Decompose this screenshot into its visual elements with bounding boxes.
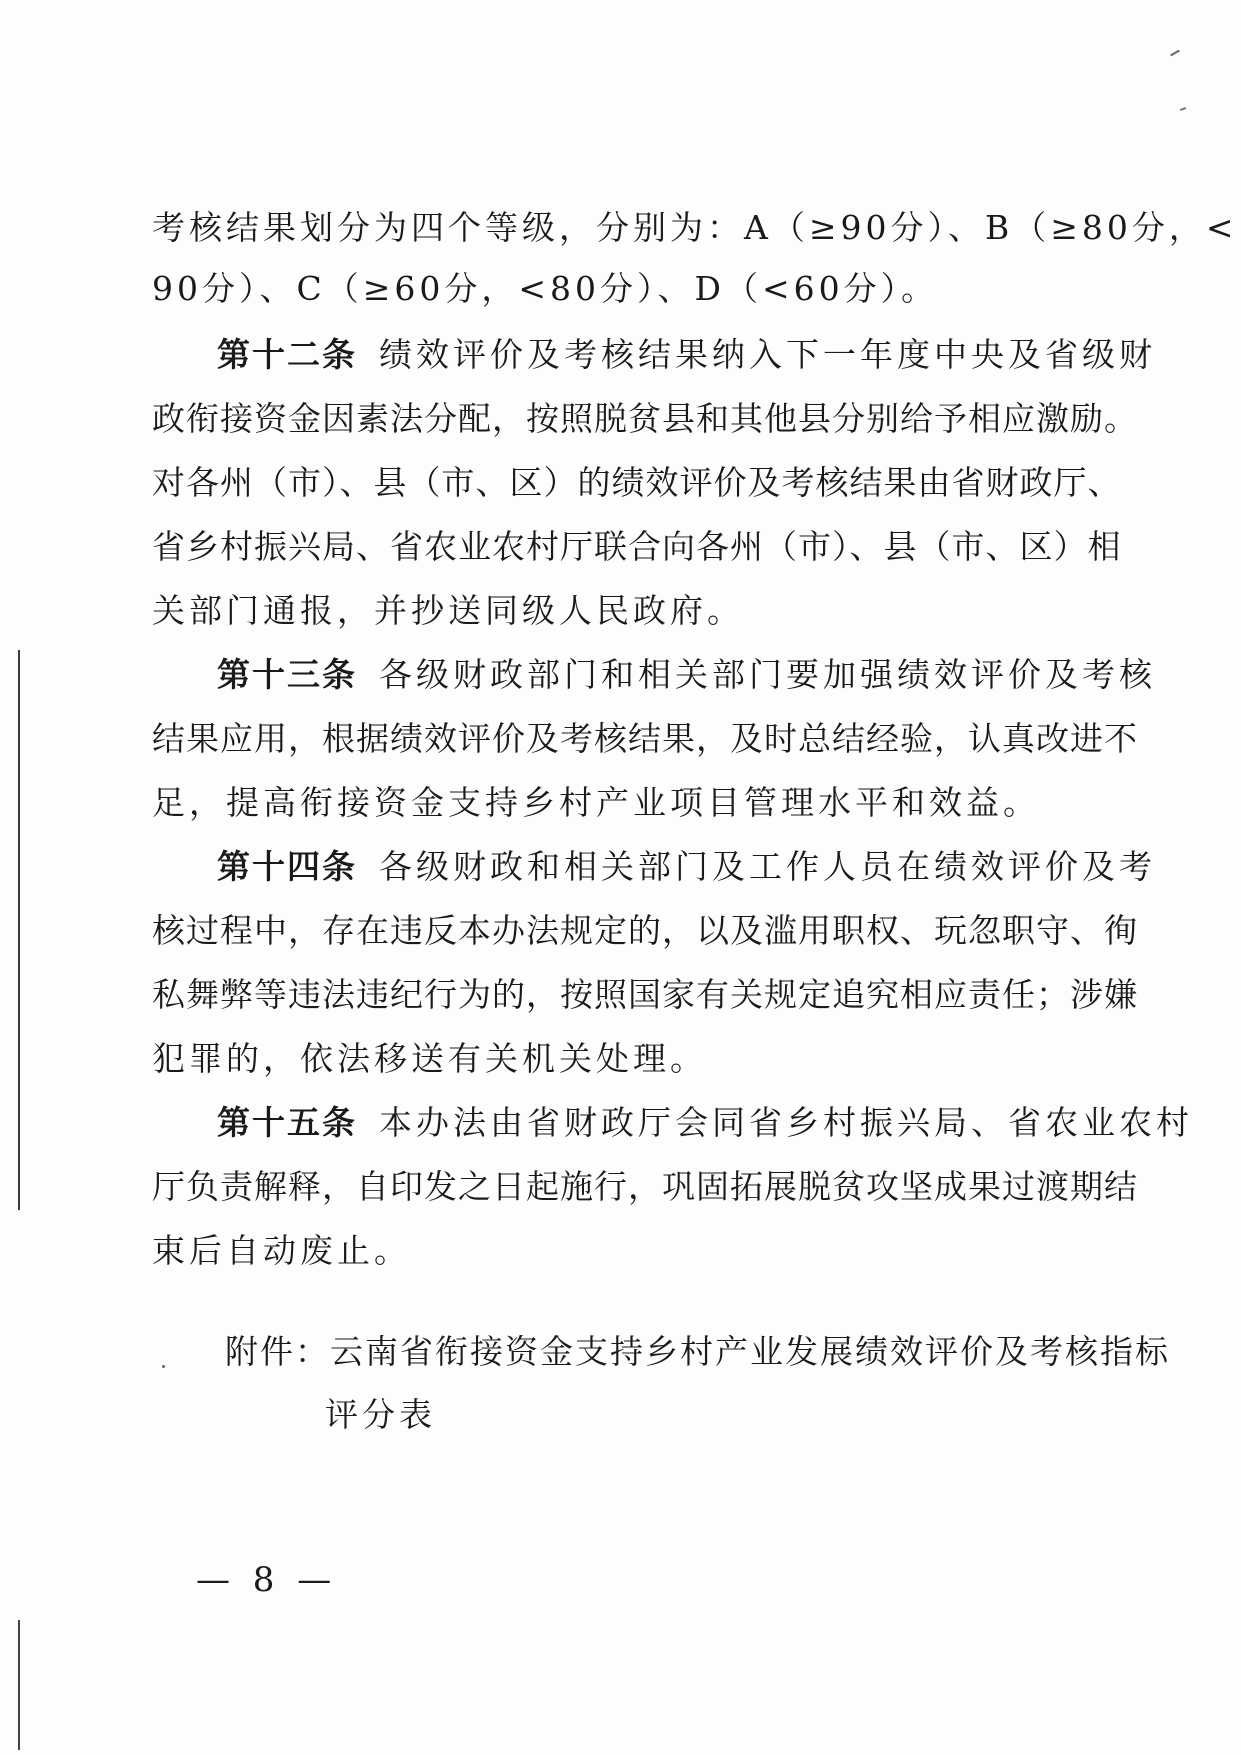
body-line: 厅负责解释，自印发之日起施行，巩固拓展脱贫攻坚成果过渡期结: [152, 1167, 1138, 1206]
body-line: 足，提高衔接资金支持乡村产业项目管理水平和效益。: [152, 783, 1040, 822]
article-text: 各级财政部门和相关部门要加强绩效评价及考核: [379, 655, 1156, 694]
article-heading: 第十五条: [217, 1103, 357, 1142]
article-12-first-line: [217, 335, 1156, 375]
article-text: 绩效评价及考核结果纳入下一年度中央及省级财: [379, 335, 1156, 374]
article-text: 各级财政和相关部门及工作人员在绩效评价及考: [379, 847, 1156, 886]
body-line: 考核结果划分为四个等级，分别为：A（≥90分）、B（≥80分，<: [152, 208, 1238, 247]
body-line: 束后自动废止。: [152, 1231, 411, 1270]
article-heading: 第十二条: [217, 335, 357, 374]
scan-artifact-line: [18, 650, 20, 1210]
body-line: 政衔接资金因素法分配，按照脱贫县和其他县分别给予相应激励。: [152, 399, 1138, 438]
body-line: 对各州（市）、县（市、区）的绩效评价及考核结果由省财政厅、: [152, 463, 1122, 502]
body-line: 私舞弊等违法违纪行为的，按照国家有关规定追究相应责任；涉嫌: [152, 975, 1138, 1014]
attachment-line: 附件：云南省衔接资金支持乡村产业发展绩效评价及考核指标: [225, 1332, 1170, 1371]
article-heading: 第十三条: [217, 655, 357, 694]
article-heading: 第十四条: [217, 847, 357, 886]
scan-artifact-mark: [1180, 107, 1186, 111]
body-line: 关部门通报，并抄送同级人民政府。: [152, 591, 744, 630]
scan-artifact-mark: [1170, 50, 1180, 57]
scan-artifact-line: [18, 1620, 20, 1750]
article-14-first-line: [217, 847, 1156, 887]
attachment-line-continued: 评分表: [325, 1395, 436, 1434]
article-13-first-line: [217, 655, 1156, 695]
article-15-first-line: [217, 1103, 1193, 1143]
body-line: 结果应用，根据绩效评价及考核结果，及时总结经验，认真改进不: [152, 719, 1138, 758]
scan-artifact-dot: [162, 1365, 165, 1368]
page-number: — 8 —: [196, 1560, 338, 1600]
body-line: 犯罪的，依法移送有关机关处理。: [152, 1039, 707, 1078]
article-text: 本办法由省财政厅会同省乡村振兴局、省农业农村: [379, 1103, 1193, 1142]
body-line: 90分）、C（≥60分，<80分）、D（<60分）。: [152, 269, 939, 308]
body-line: 核过程中，存在违反本办法规定的，以及滥用职权、玩忽职守、徇: [152, 911, 1138, 950]
body-line: 省乡村振兴局、省农业农村厅联合向各州（市）、县（市、区）相: [152, 527, 1122, 566]
